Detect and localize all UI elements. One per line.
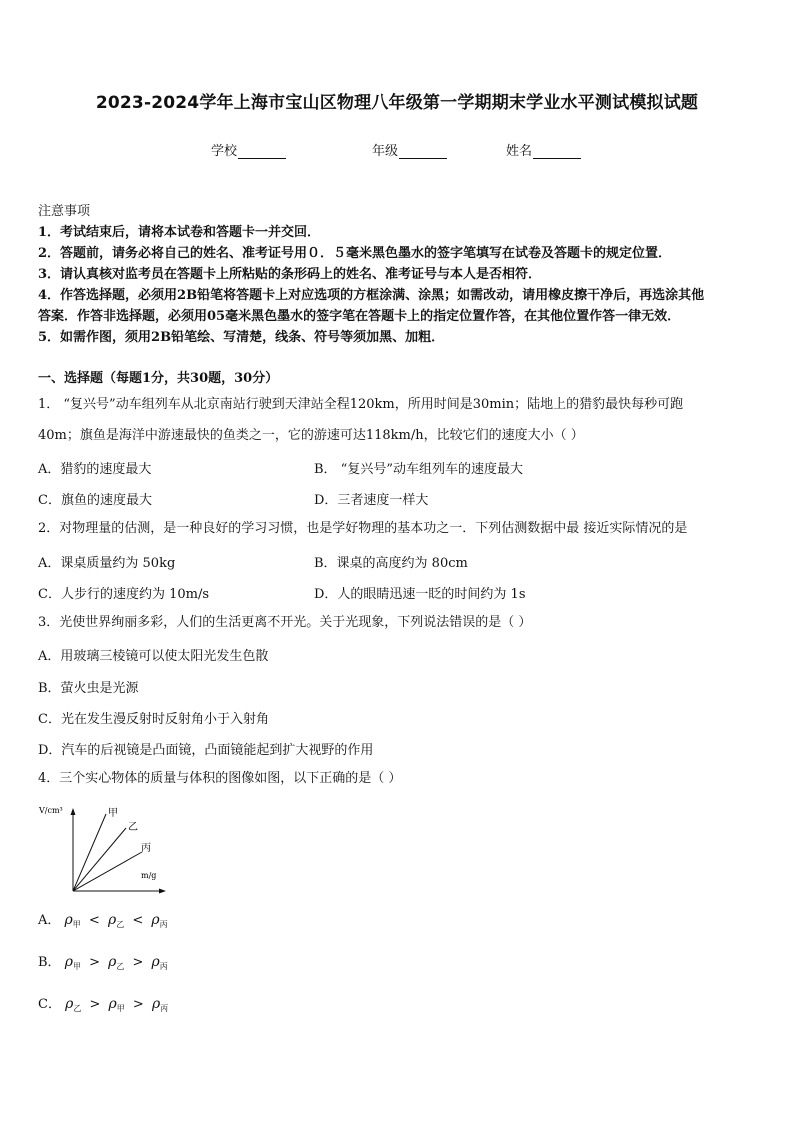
relation-sign: > [132,955,144,970]
name-label: 姓名 [506,144,533,159]
notice-item: 5．如需作图，须用2B铅笔绘、写清楚，线条、符号等须加黑、加粗． [38,330,445,345]
rho-symbol: ρ [151,912,160,928]
rho-subscript: 丙 [159,920,168,929]
q1-option-c: C．旗鱼的速度最大 [38,493,152,508]
q4-option-c [38,993,168,1014]
rho-subscript: 丙 [159,962,168,971]
q2-option-a: A．课桌质量约为 50kg [38,556,176,571]
name-blank [533,146,581,159]
q2-option-d: D．人的眼睛迅速一眨的时间约为 1s [314,587,526,602]
rho-subscript: 甲 [72,962,81,971]
notice-item: 3．请认真核对监考员在答题卡上所粘贴的条形码上的姓名、准考证号与本人是否相符． [38,267,542,282]
y-axis-label: V/cm³ [39,806,63,815]
rho-symbol: ρ [64,912,73,928]
q4-stem: 4．三个实心物体的质量与体积的图像如图，以下正确的是（ ） [38,771,402,786]
line-jia [73,814,106,891]
rho-subscript: 乙 [116,920,125,929]
rho-symbol: ρ [108,996,117,1012]
q3-option-c: C．光在发生漫反射时反射角小于入射角 [38,712,269,727]
q1-stem-line2: 40m；旗鱼是海洋中游速最快的鱼类之一，它的游速可达118km/h，比较它们的速度大小（ ） [38,428,584,443]
notice-item: 2．答题前，请务必将自己的姓名、准考证号用０．５毫米黑色墨水的签字笔填写在试卷及答题卡的规定位置． [38,246,672,261]
q3-option-a: A．用玻璃三棱镜可以使太阳光发生色散 [38,649,269,664]
line-label-bing: 丙 [141,843,151,854]
relation-sign: > [89,955,100,970]
school-blank [238,146,286,159]
q4-option-b [38,951,168,972]
q1-option-a: A．猎豹的速度最大 [38,462,152,477]
line-yi [73,828,126,891]
name-field [506,140,581,159]
rho-subscript: 甲 [72,920,81,929]
grade-label: 年级 [372,144,399,159]
grade-field [372,140,447,159]
q2-stem: 2．对物理量的估测，是一种良好的学习习惯，也是学好物理的基本功之一．下列估测数据中最 接近实际情况的是 [38,521,688,536]
q1-stem-line1: 1． “复兴号”动车组列车从北京南站行驶到天津站全程120km，所用时间是30min；陆地上的猎豹最快每秒可跑 [38,397,684,412]
school-field [211,140,286,159]
q2-option-b: B．课桌的高度约为 80cm [314,556,468,571]
relation-sign: > [132,997,144,1012]
notice-item: 答案．作答非选择题，必须用05毫米黑色墨水的签字笔在答题卡上的指定位置作答，在其他位置作答一律无效． [38,309,681,324]
rho-symbol: ρ [151,954,160,970]
mass-volume-graph [38,798,168,898]
notice-item: 4．作答选择题，必须用2B铅笔将答题卡上对应选项的方框涂满、涂黑；如需改动，请用橡皮擦干净后，再选涂其他 [38,288,705,303]
rho-symbol: ρ [151,996,161,1012]
relation-sign: > [89,997,101,1012]
option-letter: B． [38,955,61,970]
school-label: 学校 [211,144,238,159]
notice-heading: 注意事项 [38,204,91,219]
rho-subscript: 甲 [116,1004,125,1013]
rho-subscript: 丙 [160,1004,169,1013]
rho-subscript: 乙 [73,1004,82,1013]
section-heading: 一、选择题（每题1分，共30题，30分） [38,371,279,386]
q1-option-d: D．三者速度一样大 [314,493,429,508]
relation-sign: < [132,913,144,928]
q4-option-a [38,909,168,930]
option-letter: C． [38,997,61,1012]
line-label-jia: 甲 [108,808,118,819]
rho-symbol: ρ [64,954,73,970]
page-title: 2023-2024学年上海市宝山区物理八年级第一学期期末学业水平测试模拟试题 [95,93,699,113]
q3-option-b: B．萤火虫是光源 [38,681,139,696]
line-label-yi: 乙 [128,822,138,833]
y-axis-arrow [71,808,76,815]
x-axis-label: m/g [141,871,157,880]
rho-symbol: ρ [65,996,74,1012]
rho-symbol: ρ [108,954,117,970]
q3-stem: 3．光使世界绚丽多彩，人们的生活更离不开光。关于光现象，下列说法错误的是（ ） [38,615,532,630]
q2-option-c: C．人步行的速度约为 10m/s [38,587,209,602]
rho-symbol: ρ [107,912,117,928]
q3-option-d: D．汽车的后视镜是凸面镜，凸面镜能起到扩大视野的作用 [38,743,374,758]
notice-item: 1．考试结束后，请将本试卷和答题卡一并交回． [38,225,321,240]
line-bing [73,852,142,891]
relation-sign: < [88,913,100,928]
x-axis-arrow [159,889,166,894]
q1-option-b: B． “复兴号”动车组列车的速度最大 [314,462,523,477]
rho-subscript: 乙 [116,962,125,971]
option-letter: A． [38,913,61,928]
grade-blank [399,146,447,159]
